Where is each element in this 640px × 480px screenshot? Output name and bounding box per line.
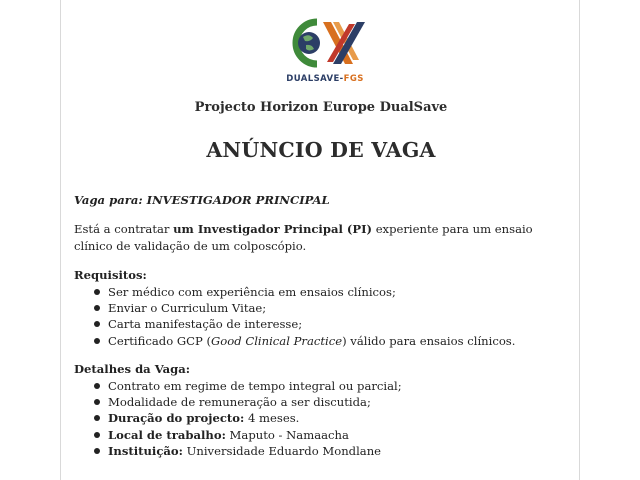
bullet-icon	[94, 432, 100, 438]
list-item: Ser médico com experiência em ensaios clínicos;	[94, 284, 574, 300]
bullet-icon	[94, 383, 100, 389]
list-item: Enviar o Curriculum Vitae;	[94, 300, 574, 316]
document-page	[60, 0, 580, 480]
dualsave-logo	[279, 14, 371, 92]
list-item: Modalidade de remuneração a ser discutida;	[94, 394, 574, 410]
dualsave-emblem-icon	[279, 14, 371, 72]
announcement-body	[74, 192, 574, 472]
list-item: Certificado GCP (Good Clinical Practice) válido para ensaios clínicos.	[94, 333, 574, 349]
list-item: Carta manifestação de interesse;	[94, 316, 574, 332]
bullet-icon	[94, 289, 100, 295]
bullet-icon	[94, 338, 100, 344]
list-item: Instituição: Universidade Eduardo Mondlane	[94, 443, 574, 459]
details-list	[74, 378, 574, 460]
bullet-icon	[94, 415, 100, 421]
requirements-heading: Requisitos:	[74, 268, 147, 283]
page-title: ANÚNCIO DE VAGA	[206, 138, 436, 162]
project-subtitle: Projecto Horizon Europe DualSave	[194, 100, 448, 115]
bullet-icon	[94, 448, 100, 454]
list-item: Duração do projecto: 4 meses.	[94, 410, 574, 426]
bullet-icon	[94, 321, 100, 327]
vacancy-line: Vaga para: INVESTIGADOR PRINCIPAL	[74, 193, 330, 207]
list-item: Contrato em regime de tempo integral ou parcial;	[94, 378, 574, 394]
bullet-icon	[94, 399, 100, 405]
list-item: Local de trabalho: Maputo - Namaacha	[94, 427, 574, 443]
intro-paragraph: Está a contratar um Investigador Principal (PI) experiente para um ensaio clínico de validação de um colposcópio.	[74, 222, 533, 253]
bullet-icon	[94, 305, 100, 311]
logo-text: DUALSAVE-FGS	[286, 74, 364, 84]
requirements-list	[74, 284, 574, 350]
details-heading: Detalhes da Vaga:	[74, 362, 191, 377]
